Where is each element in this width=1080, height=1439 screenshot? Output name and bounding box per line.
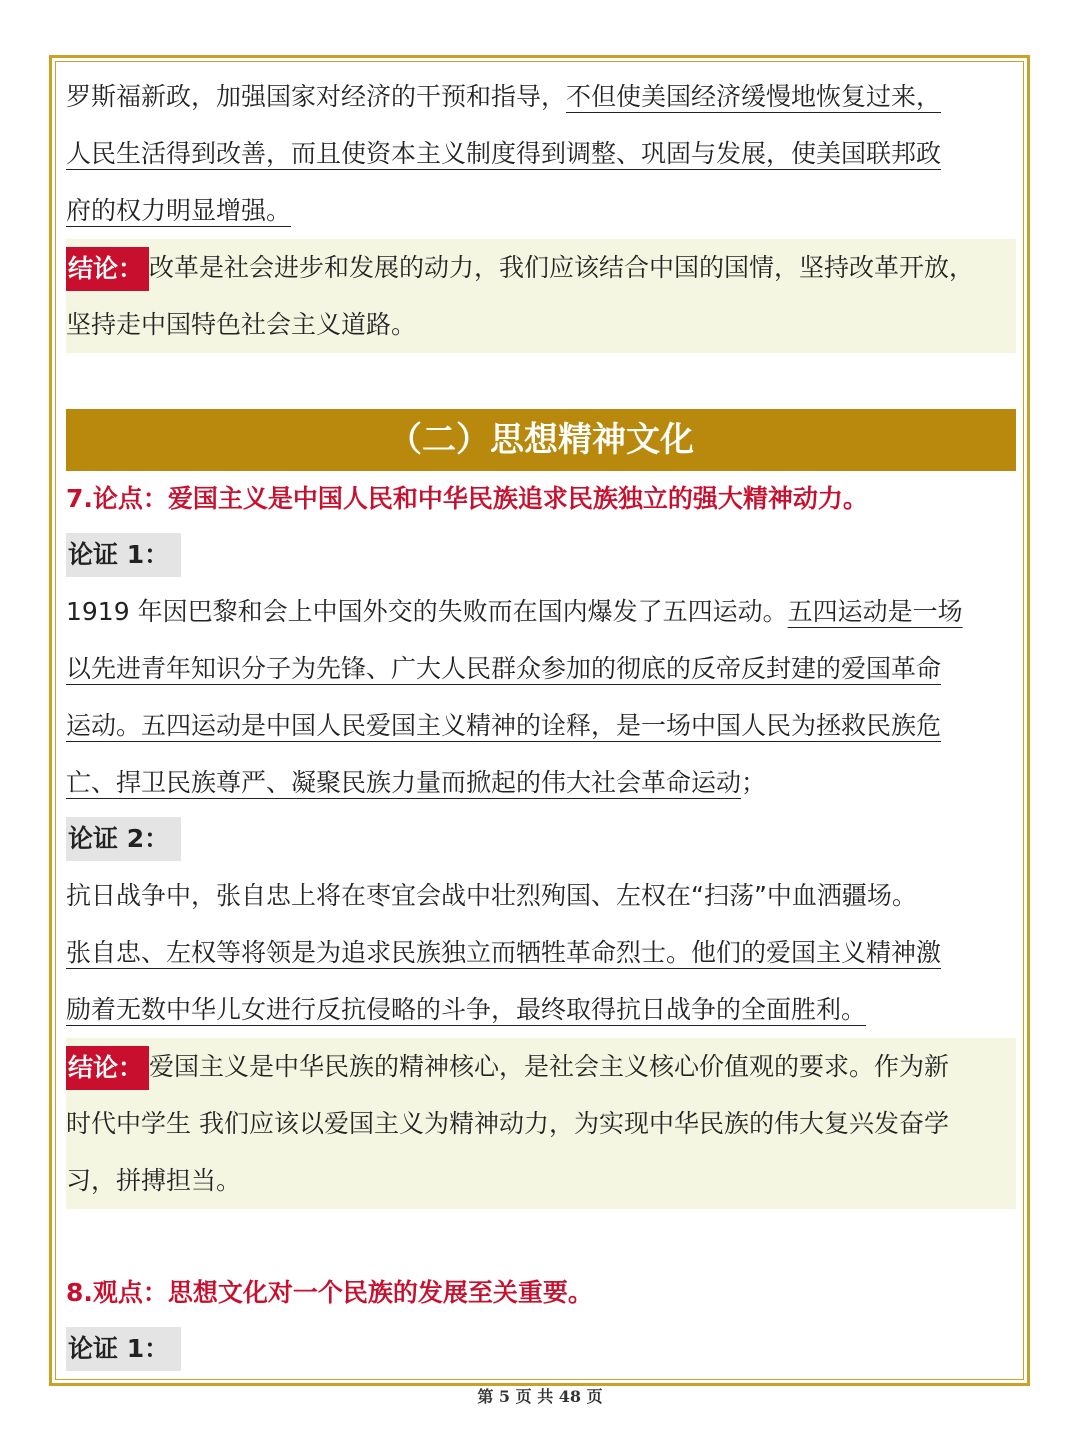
point-heading: 8.观点：思想文化对一个民族的发展至关重要。 xyxy=(66,1278,593,1307)
text-span: 1919 年因巴黎和会上中国外交的失败而在国内爆发了五四运动。 xyxy=(66,597,788,626)
proof-label-row xyxy=(66,811,1016,867)
conclusion-line xyxy=(66,239,1016,296)
underlined-line: 人民生活得到改善，而且使资本主义制度得到调整、巩固与发展，使美国联邦政 xyxy=(66,139,942,168)
text-line xyxy=(66,754,1016,811)
point-heading: 7.论点：爱国主义是中国人民和中华民族追求民族独立的强大精神动力。 xyxy=(66,484,868,513)
conclusion-tag: 结论： xyxy=(66,247,149,291)
conclusion-box xyxy=(66,1038,1016,1209)
text-line xyxy=(66,583,1016,640)
underlined-span: 五四运动是一场 xyxy=(787,597,963,626)
underlined-line: 运动。五四运动是中国人民爱国主义精神的诠释，是一场中国人民为拯救民族危 xyxy=(66,711,942,740)
underlined-span: 励着无数中华儿女进行反抗侵略的斗争，最终取得抗日战争的全面胜利。 xyxy=(66,995,867,1024)
text-span: 罗斯福新政，加强国家对经济的干预和指导， xyxy=(66,82,567,111)
conclusion-text: 习，拼搏担当。 xyxy=(66,1166,242,1195)
proof-tag: 论证 1： xyxy=(66,1327,181,1371)
spacer xyxy=(66,353,1016,409)
conclusion-text: 时代中学生 我们应该以爱国主义为精神动力，为实现中华民族的伟大复兴发奋学 xyxy=(66,1109,949,1138)
text-line xyxy=(66,68,1016,125)
underlined-span: 不但使美国经济缓慢地恢复过来， xyxy=(566,82,942,111)
proof-label-row xyxy=(66,527,1016,583)
text-span: ； xyxy=(741,768,767,797)
page-footer: 第 5 页 共 48 页 xyxy=(477,1387,603,1406)
text-line xyxy=(66,182,1016,239)
conclusion-box xyxy=(66,239,1016,353)
underlined-line: 张自忠、左权等将领是为追求民族独立而牺牲革命烈士。他们的爱国主义精神激 xyxy=(66,938,942,967)
text-line: 抗日战争中，张自忠上将在枣宜会战中壮烈殉国、左权在“扫荡”中血洒疆场。 xyxy=(66,881,917,910)
spacer xyxy=(66,1209,1016,1265)
text-line xyxy=(66,981,1016,1038)
conclusion-text: 改革是社会进步和发展的动力，我们应该结合中国的国情，坚持改革开放， xyxy=(149,253,975,282)
conclusion-text: 爱国主义是中华民族的精神核心，是社会主义核心价值观的要求。作为新 xyxy=(149,1052,950,1081)
conclusion-tag: 结论： xyxy=(66,1046,149,1090)
proof-tag: 论证 1： xyxy=(66,533,181,577)
conclusion-line xyxy=(66,1038,1016,1095)
proof-tag: 论证 2： xyxy=(66,817,181,861)
document-body xyxy=(66,68,1016,1377)
underlined-span: 亡、捍卫民族尊严、凝聚民族力量而掀起的伟大社会革命运动 xyxy=(66,768,742,797)
underlined-span: 府的权力明显增强。 xyxy=(66,196,292,225)
underlined-line: 以先进青年知识分子为先锋、广大人民群众参加的彻底的反帝反封建的爱国革命 xyxy=(66,654,942,683)
proof-label-row xyxy=(66,1321,1016,1377)
conclusion-text: 坚持走中国特色社会主义道路。 xyxy=(66,310,417,339)
section-title: （二）思想精神文化 xyxy=(66,409,1016,471)
